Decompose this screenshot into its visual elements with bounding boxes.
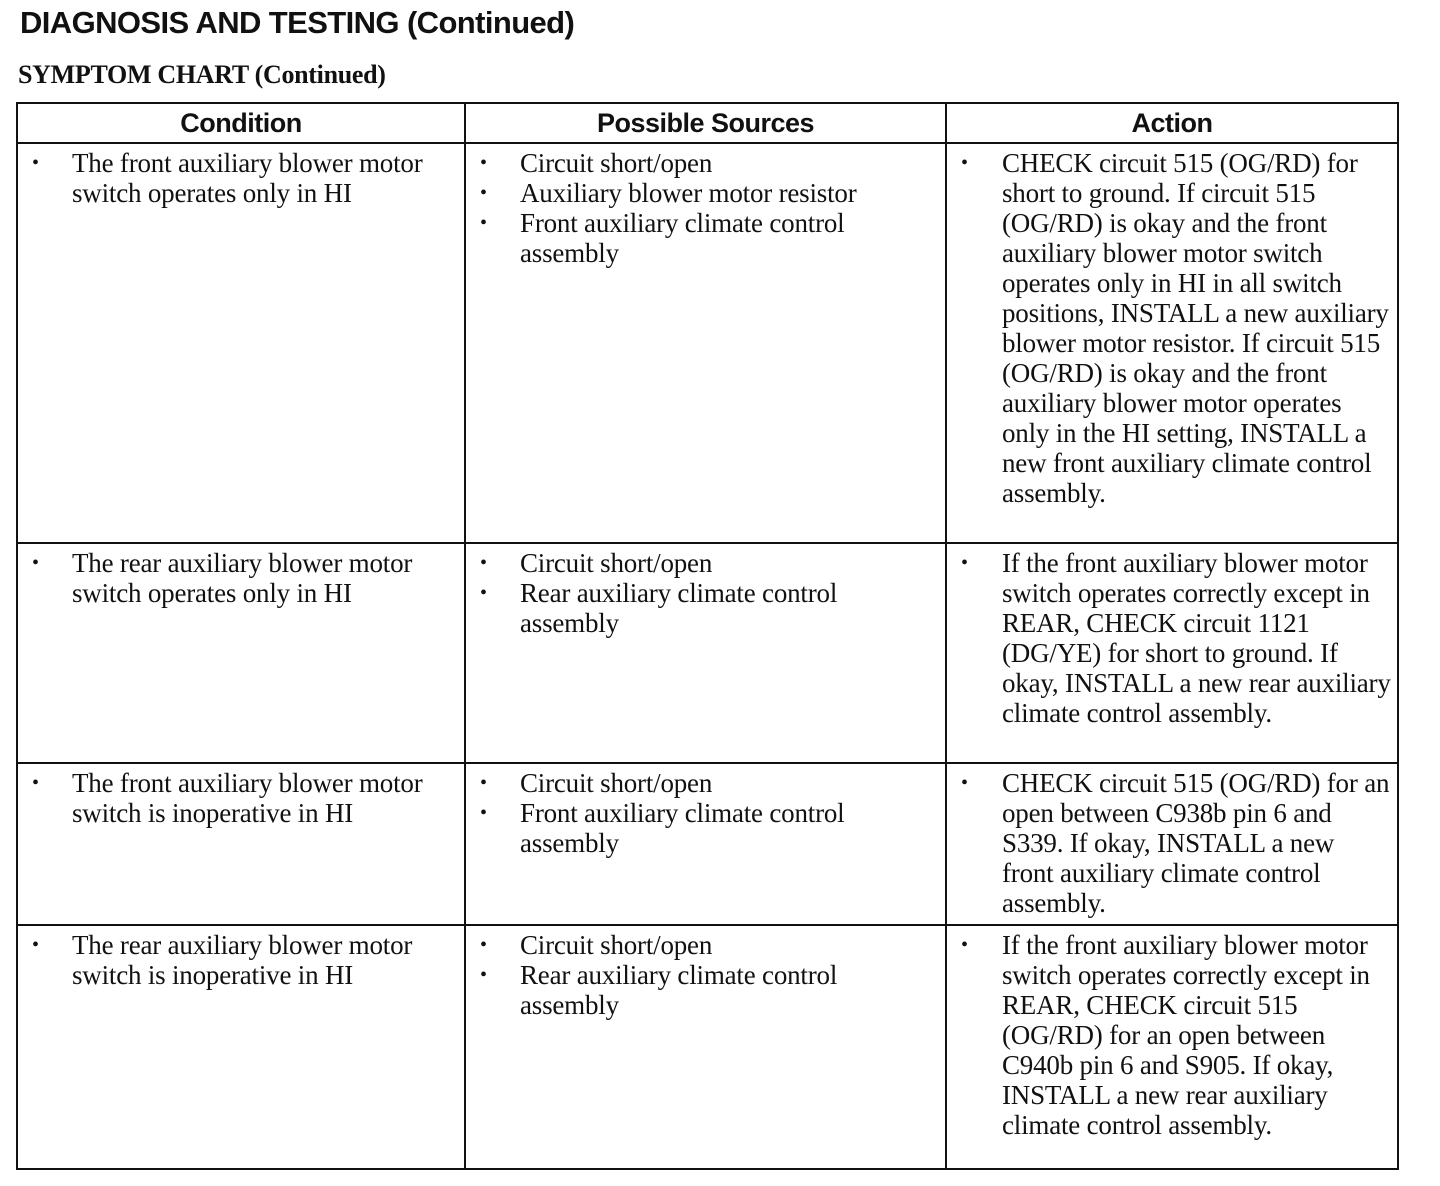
condition-text: The rear auxiliary blower motor switch is inoperative in HI <box>72 930 413 990</box>
bullet-icon: • <box>480 964 487 986</box>
page-heading: DIAGNOSIS AND TESTING (Continued) <box>20 5 575 40</box>
action-cell <box>946 763 1398 925</box>
bullet-icon: • <box>961 934 968 956</box>
action-text: CHECK circuit 515 (OG/RD) for an open between C938b pin 6 and S339. If okay, INSTALL a new front auxiliary climate control assembly. <box>1002 768 1390 918</box>
sources-cell <box>465 763 946 925</box>
condition-item <box>18 548 464 608</box>
bullet-icon: • <box>480 934 487 956</box>
source-text: Circuit short/open <box>520 768 713 798</box>
source-text: Rear auxiliary climate control assembly <box>520 960 838 1020</box>
bullet-icon: • <box>961 152 968 174</box>
source-item <box>466 208 945 268</box>
source-item <box>466 768 945 798</box>
source-item <box>466 960 945 1020</box>
action-cell <box>946 143 1398 543</box>
source-text: Circuit short/open <box>520 930 713 960</box>
source-text: Circuit short/open <box>520 548 713 578</box>
bullet-icon: • <box>480 152 487 174</box>
source-item <box>466 578 945 638</box>
source-item <box>466 148 945 178</box>
header-row <box>17 103 1398 143</box>
source-text: Circuit short/open <box>520 148 713 178</box>
header-action: Action <box>946 103 1398 143</box>
condition-cell <box>17 925 465 1169</box>
sources-cell <box>465 543 946 763</box>
bullet-icon: • <box>961 772 968 794</box>
source-item <box>466 930 945 960</box>
action-item <box>947 930 1397 1140</box>
symptom-chart-title: SYMPTOM CHART (Continued) <box>18 60 386 89</box>
source-item <box>466 798 945 858</box>
source-text: Front auxiliary climate control assembly <box>520 798 845 858</box>
header-condition: Condition <box>17 103 465 143</box>
condition-item <box>18 930 464 990</box>
table-row <box>17 763 1398 925</box>
table-row <box>17 543 1398 763</box>
condition-cell <box>17 543 465 763</box>
source-text: Auxiliary blower motor resistor <box>520 178 857 208</box>
source-text: Rear auxiliary climate control assembly <box>520 578 838 638</box>
table-row <box>17 143 1398 543</box>
action-item <box>947 768 1397 918</box>
source-item <box>466 548 945 578</box>
bullet-icon: • <box>480 182 487 204</box>
action-item <box>947 548 1397 728</box>
bullet-icon: • <box>480 552 487 574</box>
condition-cell <box>17 763 465 925</box>
condition-cell <box>17 143 465 543</box>
action-text: CHECK circuit 515 (OG/RD) for short to ground. If circuit 515 (OG/RD) is okay and the front auxiliary blower motor switch operates only in HI in all switch positions, INSTALL a new auxiliary blower motor resistor. If circuit 515 (OG/RD) is okay and the front auxiliary blower motor operates only in the HI setting, INSTALL a new front auxiliary climate control assembly. <box>1002 148 1389 508</box>
condition-text: The front auxiliary blower motor switch operates only in HI <box>72 148 423 208</box>
action-cell <box>946 925 1398 1169</box>
bullet-icon: • <box>480 582 487 604</box>
bullet-icon: • <box>32 152 39 174</box>
condition-text: The rear auxiliary blower motor switch operates only in HI <box>72 548 413 608</box>
bullet-icon: • <box>32 552 39 574</box>
bullet-icon: • <box>961 552 968 574</box>
condition-item <box>18 768 464 828</box>
bullet-icon: • <box>32 772 39 794</box>
bullet-icon: • <box>480 802 487 824</box>
action-text: If the front auxiliary blower motor switch operates correctly except in REAR, CHECK circuit 1121 (DG/YE) for short to ground. If okay, INSTALL a new rear auxiliary climate control assembly. <box>1002 548 1391 728</box>
header-possible-sources: Possible Sources <box>465 103 946 143</box>
condition-item <box>18 148 464 208</box>
action-item <box>947 148 1397 508</box>
condition-text: The front auxiliary blower motor switch is inoperative in HI <box>72 768 423 828</box>
sources-cell <box>465 925 946 1169</box>
source-text: Front auxiliary climate control assembly <box>520 208 845 268</box>
bullet-icon: • <box>480 772 487 794</box>
bullet-icon: • <box>32 934 39 956</box>
table-row <box>17 925 1398 1169</box>
action-text: If the front auxiliary blower motor switch operates correctly except in REAR, CHECK circuit 515 (OG/RD) for an open between C940b pin 6 and S905. If okay, INSTALL a new rear auxiliary climate control assembly. <box>1002 930 1370 1140</box>
sources-cell <box>465 143 946 543</box>
action-cell <box>946 543 1398 763</box>
source-item <box>466 178 945 208</box>
symptom-chart-table <box>16 102 1399 1170</box>
bullet-icon: • <box>480 212 487 234</box>
